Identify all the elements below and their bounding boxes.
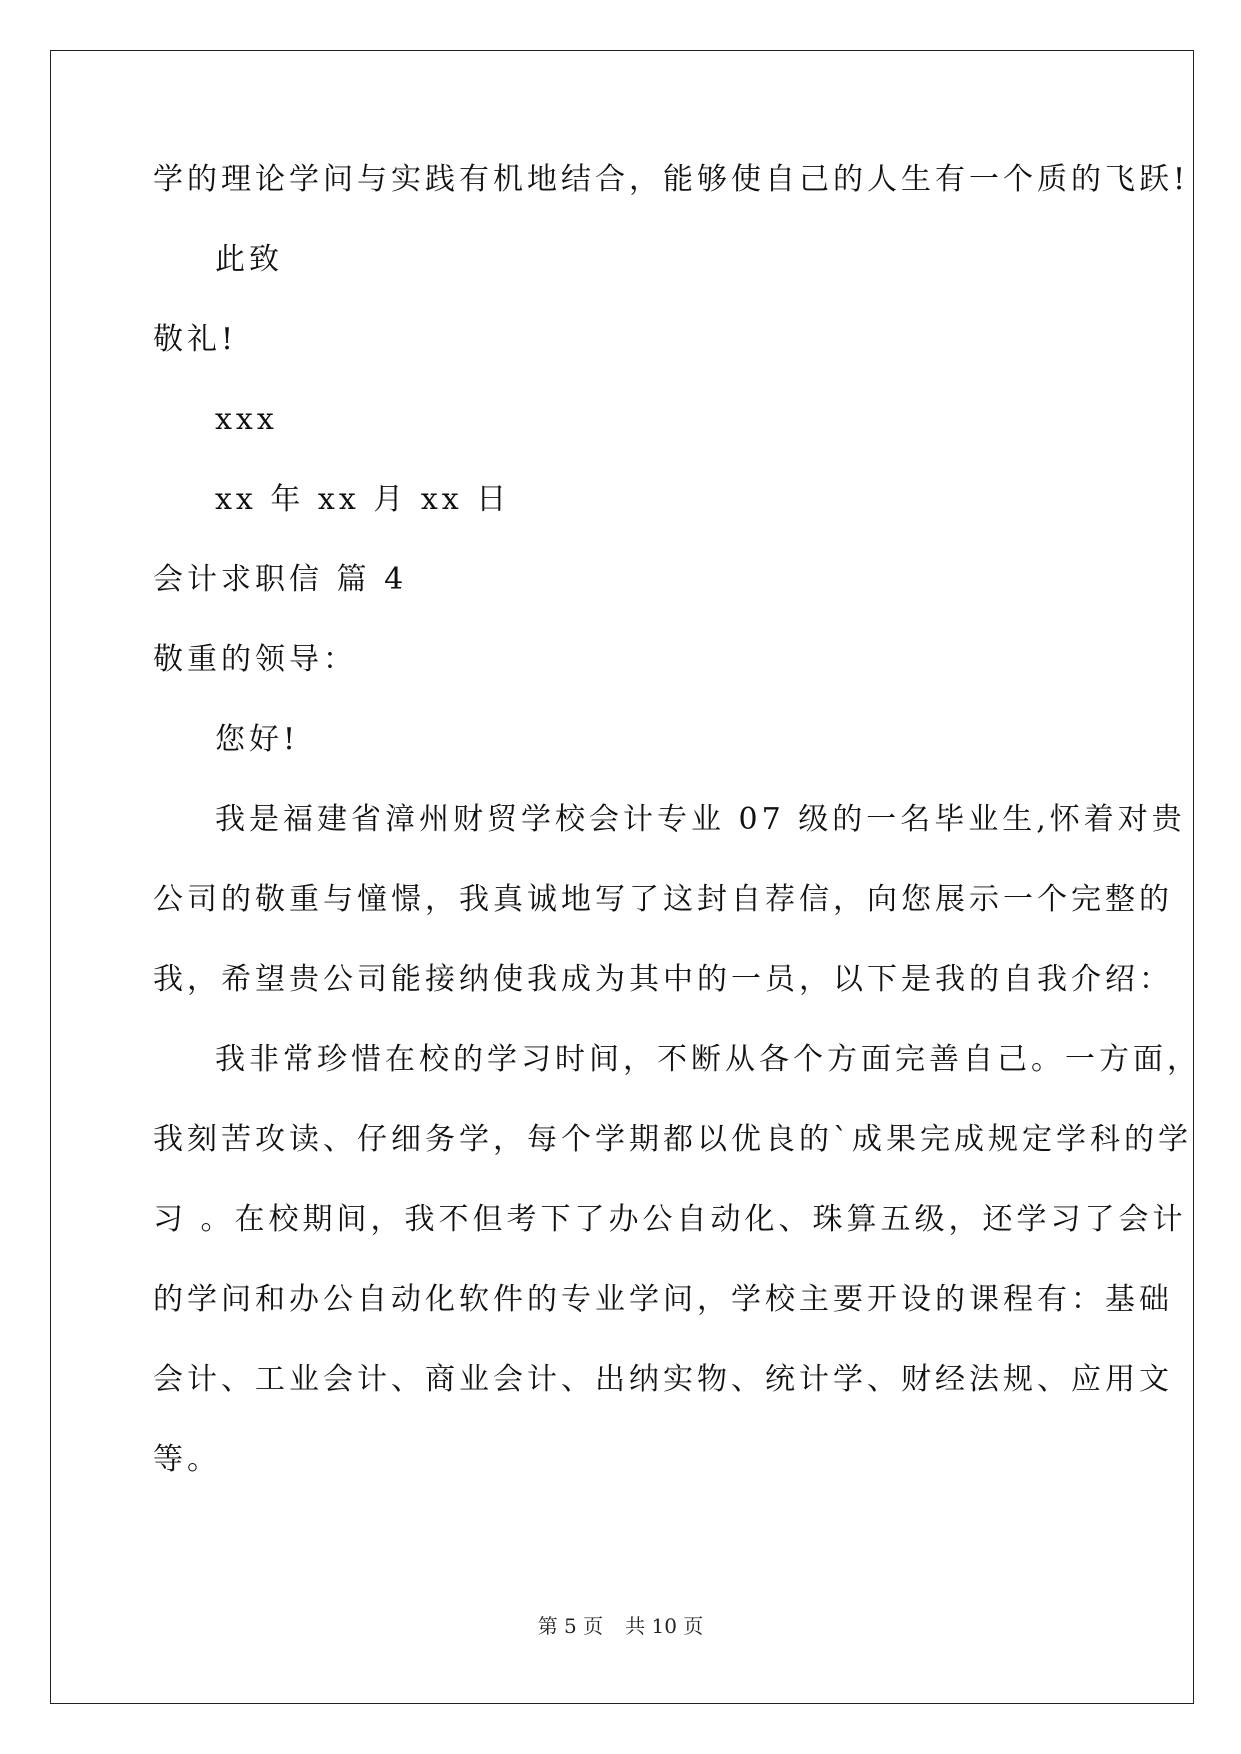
- text-line: 我，希望贵公司能接纳使我成为其中的一员，以下是我的自我介绍：: [153, 962, 1173, 997]
- greeting-hello: 您好!: [215, 722, 300, 757]
- text-line: 的学问和办公自动化软件的专业学问，学校主要开设的课程有：基础: [153, 1282, 1173, 1317]
- closing-regards: 敬礼!: [153, 322, 238, 357]
- document-body: [153, 160, 1201, 1520]
- text-line: 公司的敬重与憧憬，我真诚地写了这封自荐信，向您展示一个完整的: [153, 882, 1173, 917]
- text-line: 我是福建省漳州财贸学校会计专业 07 级的一名毕业生,怀着对贵: [215, 802, 1186, 837]
- text-line: 学的理论学问与实践有机地结合，能够使自己的人生有一个质的飞跃!: [153, 162, 1190, 197]
- page-footer: [0, 1614, 1241, 1638]
- text-line: 习 。在校期间，我不但考下了办公自动化、珠算五级，还学习了会计: [153, 1202, 1187, 1237]
- greeting-addressee: 敬重的领导：: [153, 642, 357, 677]
- closing-salutation: 此致: [215, 242, 283, 277]
- signature-date: xx 年 xx 月 xx 日: [215, 482, 511, 517]
- signature-name: xxx: [215, 402, 278, 437]
- page-number: 第 5 页: [537, 1614, 604, 1638]
- text-line: 我非常珍惜在校的学习时间，不断从各个方面完善自己。一方面，: [215, 1042, 1201, 1077]
- page-total: 共 10 页: [625, 1614, 704, 1638]
- text-line: 等。: [153, 1442, 221, 1477]
- text-line: 我刻苦攻读、仔细务学，每个学期都以优良的`成果完成规定学科的学: [153, 1122, 1192, 1157]
- text-line: 会计、工业会计、商业会计、出纳实物、统计学、财经法规、应用文: [153, 1362, 1173, 1397]
- section-title: 会计求职信 篇 4: [153, 562, 408, 597]
